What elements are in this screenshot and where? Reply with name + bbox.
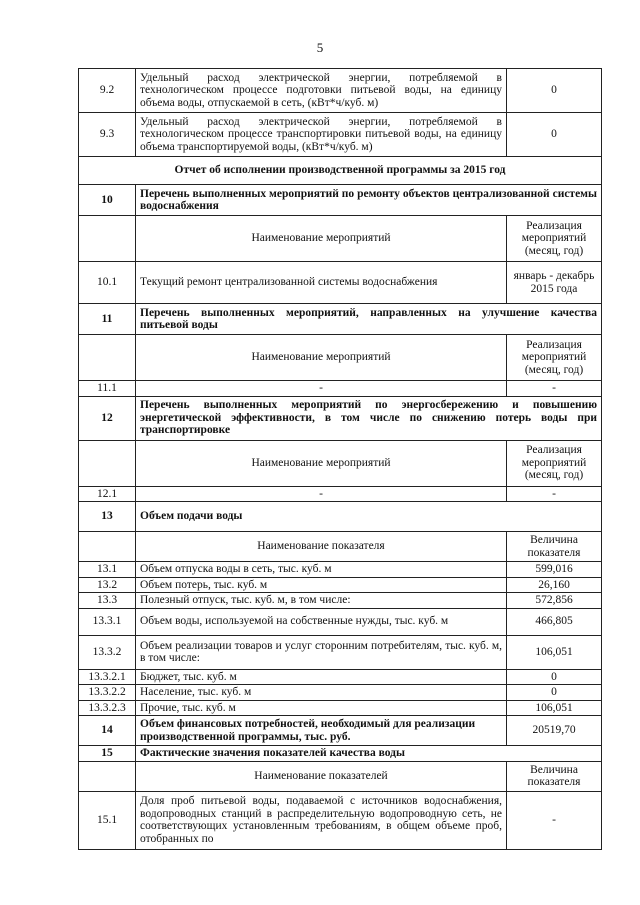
section-title: Объем финансовых потребностей, необходимый для реализации производственной программы, тыс. руб. (136, 716, 507, 746)
table-row (79, 593, 602, 609)
row-value: - (507, 791, 602, 849)
section-title: Перечень выполненных мероприятий, направленных на улучшение качества питьевой воды (136, 304, 602, 335)
column-header-row (79, 440, 602, 486)
report-table (78, 68, 602, 850)
table-row (79, 577, 602, 593)
table-row (79, 669, 602, 685)
row-number: 13.3.1 (79, 608, 136, 635)
table-row (79, 381, 602, 397)
section-title: Объем подачи воды (136, 502, 602, 532)
row-text: Полезный отпуск, тыс. куб. м, в том числе: (136, 593, 507, 609)
table-row (79, 608, 602, 635)
row-value: - (507, 381, 602, 397)
row-value: 0 (507, 69, 602, 113)
row-value: 599,016 (507, 562, 602, 578)
row-value: 20519,70 (507, 716, 602, 746)
row-number: 11.1 (79, 381, 136, 397)
column-header-row (79, 216, 602, 262)
section-header (79, 396, 602, 440)
row-text: Объем воды, используемой на собственные нужды, тыс. куб. м (136, 608, 507, 635)
row-text: Удельный расход электрической энергии, потребляемой в технологическом процессе транспортировки питьевой воды, на единицу объема транспортируемой воды, (кВт*ч/куб. м) (136, 113, 507, 157)
column-header-name: Наименование показателя (136, 532, 507, 562)
table-row (79, 791, 602, 849)
table-row (79, 486, 602, 502)
row-value: 0 (507, 685, 602, 701)
table-row (79, 685, 602, 701)
table-row (79, 635, 602, 669)
column-header-implementation: Реализация мероприятий (месяц, год) (507, 335, 602, 381)
section-header (79, 157, 602, 185)
row-text: Доля проб питьевой воды, подаваемой с источников водоснабжения, водопроводных станций в распределительную водопроводную сеть, не соответствующих установленным требованиям, в общем объеме проб, отобранных по (136, 791, 507, 849)
row-text: - (136, 381, 507, 397)
row-text: Бюджет, тыс. куб. м (136, 669, 507, 685)
row-value: 0 (507, 113, 602, 157)
row-value: - (507, 486, 602, 502)
column-header-row (79, 335, 602, 381)
row-text: Объем потерь, тыс. куб. м (136, 577, 507, 593)
row-text: Население, тыс. куб. м (136, 685, 507, 701)
row-number: 13.3 (79, 593, 136, 609)
row-number: 13.3.2 (79, 635, 136, 669)
report-title: Отчет об исполнении производственной программы за 2015 год (79, 157, 602, 185)
section-number: 15 (79, 746, 136, 762)
row-number: 13.3.2.3 (79, 700, 136, 716)
row-text: Удельный расход электрической энергии, потребляемой в технологическом процессе подготовки питьевой воды, на единицу объема воды, отпускаемой в сеть, (кВт*ч/куб. м) (136, 69, 507, 113)
section-header (79, 185, 602, 216)
row-number: 9.3 (79, 113, 136, 157)
section-number: 12 (79, 396, 136, 440)
table-row (79, 262, 602, 304)
section-title: Перечень выполненных мероприятий по ремонту объектов централизованной системы водоснабжения (136, 185, 602, 216)
section-number: 14 (79, 716, 136, 746)
row-value: январь - декабрь 2015 года (507, 262, 602, 304)
row-number: 15.1 (79, 791, 136, 849)
row-value: 572,856 (507, 593, 602, 609)
table-row (79, 700, 602, 716)
section-title: Перечень выполненных мероприятий по энергосбережению и повышению энергетической эффективности, в том числе по снижению потерь воды при транспортировке (136, 396, 602, 440)
column-header-name: Наименование мероприятий (136, 440, 507, 486)
row-number: 13.1 (79, 562, 136, 578)
row-number: 9.2 (79, 69, 136, 113)
column-header-row (79, 532, 602, 562)
column-header-implementation: Реализация мероприятий (месяц, год) (507, 216, 602, 262)
table-row (79, 69, 602, 113)
column-header-value: Величина показателя (507, 761, 602, 791)
table-row (79, 113, 602, 157)
column-header-implementation: Реализация мероприятий (месяц, год) (507, 440, 602, 486)
table-row (79, 562, 602, 578)
page-number: 5 (316, 40, 324, 55)
row-value: 106,051 (507, 700, 602, 716)
row-number: 13.3.2.1 (79, 669, 136, 685)
column-header-name: Наименование мероприятий (136, 216, 507, 262)
row-number: 13.2 (79, 577, 136, 593)
row-value: 466,805 (507, 608, 602, 635)
row-number: 10.1 (79, 262, 136, 304)
column-header-row (79, 761, 602, 791)
section-header (79, 502, 602, 532)
section-header (79, 746, 602, 762)
section-header (79, 716, 602, 746)
row-text: Прочие, тыс. куб. м (136, 700, 507, 716)
section-number: 11 (79, 304, 136, 335)
section-number: 13 (79, 502, 136, 532)
row-number: 13.3.2.2 (79, 685, 136, 701)
column-header-value: Величина показателя (507, 532, 602, 562)
column-header-name: Наименование показателей (136, 761, 507, 791)
section-header (79, 304, 602, 335)
section-number: 10 (79, 185, 136, 216)
row-text: Текущий ремонт централизованной системы водоснабжения (136, 262, 507, 304)
row-number: 12.1 (79, 486, 136, 502)
row-text: - (136, 486, 507, 502)
section-title: Фактические значения показателей качества воды (136, 746, 602, 762)
row-value: 106,051 (507, 635, 602, 669)
column-header-name: Наименование мероприятий (136, 335, 507, 381)
row-value: 0 (507, 669, 602, 685)
row-text: Объем реализации товаров и услуг сторонним потребителям, тыс. куб. м, в том числе: (136, 635, 507, 669)
row-value: 26,160 (507, 577, 602, 593)
row-text: Объем отпуска воды в сеть, тыс. куб. м (136, 562, 507, 578)
